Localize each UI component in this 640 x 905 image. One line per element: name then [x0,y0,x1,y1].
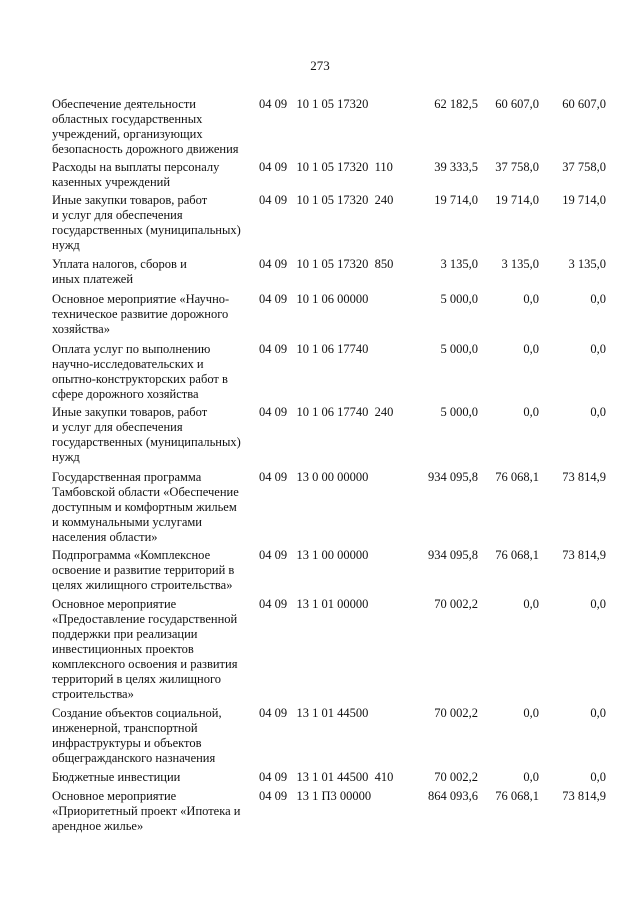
row-value-1: 3 135,0 [440,257,478,271]
row-value-3: 37 758,0 [562,160,606,174]
row-value-2: 37 758,0 [495,160,539,174]
row-value-3: 0,0 [590,597,606,611]
row-value-2: 76 068,1 [495,548,539,562]
row-code: 04 09 13 1 01 00000 [259,597,369,611]
row-value-1: 70 002,2 [434,770,478,784]
row-value-3: 19 714,0 [562,193,606,207]
row-name: Создание объектов социальной, инженерной, транспортной инфраструктуры и объектов общегражданского назначения [52,706,222,765]
row-name: Обеспечение деятельности областных государственных учреждений, организующих безопасность дорожного движения [52,97,239,156]
row-value-3: 0,0 [590,342,606,356]
row-value-1: 5 000,0 [440,405,478,419]
row-value-2: 19 714,0 [495,193,539,207]
row-value-2: 0,0 [523,405,539,419]
row-value-3: 60 607,0 [562,97,606,111]
row-value-3: 0,0 [590,405,606,419]
row-value-3: 73 814,9 [562,548,606,562]
row-value-1: 934 095,8 [428,470,478,484]
row-value-3: 73 814,9 [562,789,606,803]
row-name: Бюджетные инвестиции [52,770,181,784]
row-value-1: 70 002,2 [434,706,478,720]
row-value-3: 0,0 [590,706,606,720]
row-value-3: 73 814,9 [562,470,606,484]
row-value-1: 62 182,5 [434,97,478,111]
row-value-1: 934 095,8 [428,548,478,562]
row-code: 04 09 10 1 06 00000 [259,292,369,306]
row-value-3: 3 135,0 [568,257,606,271]
row-code: 04 09 13 0 00 00000 [259,470,369,484]
row-value-1: 19 714,0 [434,193,478,207]
row-code: 04 09 10 1 06 17740 [259,342,369,356]
row-name: Подпрограмма «Комплексное освоение и развитие территорий в целях жилищного строительства» [52,548,235,592]
row-code: 04 09 13 1 01 44500 [259,706,369,720]
row-code: 04 09 10 1 05 17320 110 [259,160,393,174]
row-code: 04 09 13 1 00 00000 [259,548,369,562]
row-name: Иные закупки товаров, работ и услуг для обеспечения государственных (муниципальных) нужд [52,193,241,252]
row-code: 04 09 13 1 01 44500 410 [259,770,394,784]
page-number: 273 [310,58,330,73]
row-value-2: 76 068,1 [495,470,539,484]
row-value-1: 5 000,0 [440,292,478,306]
row-value-2: 0,0 [523,706,539,720]
row-code: 04 09 10 1 05 17320 850 [259,257,394,271]
row-name: Основное мероприятие «Научно- техническое развитие дорожного хозяйства» [52,292,230,336]
row-value-3: 0,0 [590,292,606,306]
row-name: Расходы на выплаты персоналу казенных учреждений [52,160,220,189]
row-code: 04 09 10 1 05 17320 240 [259,193,394,207]
row-value-1: 70 002,2 [434,597,478,611]
row-name: Государственная программа Тамбовской области «Обеспечение доступным и комфортным жильем и коммунальными услугами населения области» [52,470,239,544]
row-name: Основное мероприятие «Предоставление государственной поддержки при реализации инвестиционных проектов комплексного освоения и развития территорий в целях жилищного строительства» [52,597,238,701]
row-value-3: 0,0 [590,770,606,784]
row-value-1: 864 093,6 [428,789,478,803]
row-code: 04 09 13 1 П3 00000 [259,789,372,803]
row-value-2: 0,0 [523,292,539,306]
row-name: Иные закупки товаров, работ и услуг для обеспечения государственных (муниципальных) нужд [52,405,241,464]
row-value-2: 0,0 [523,770,539,784]
row-value-1: 5 000,0 [440,342,478,356]
row-code: 04 09 10 1 05 17320 [259,97,369,111]
row-value-2: 76 068,1 [495,789,539,803]
row-value-2: 60 607,0 [495,97,539,111]
row-value-1: 39 333,5 [434,160,478,174]
row-name: Уплата налогов, сборов и иных платежей [52,257,187,286]
row-name: Основное мероприятие «Приоритетный проект «Ипотека и арендное жилье» [52,789,241,833]
row-value-2: 3 135,0 [501,257,539,271]
row-value-2: 0,0 [523,597,539,611]
row-value-2: 0,0 [523,342,539,356]
row-code: 04 09 10 1 06 17740 240 [259,405,394,419]
row-name: Оплата услуг по выполнению научно-исследовательских и опытно-конструкторских работ в сфере дорожного хозяйства [52,342,228,401]
